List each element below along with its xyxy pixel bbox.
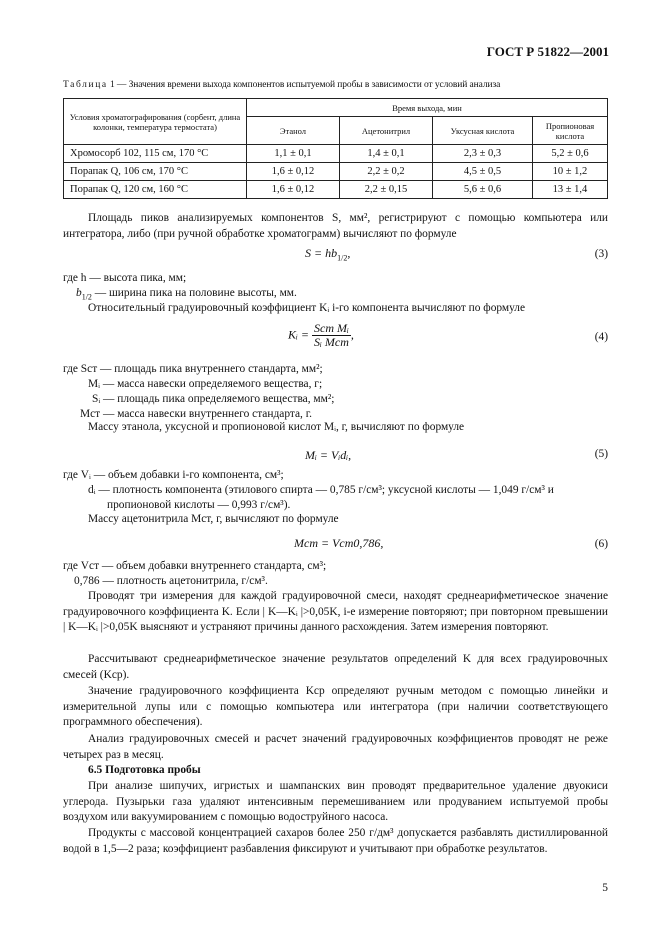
formula-4: Kᵢ = $\frac{\text{Sст Mᵢ}}{\text{Sᵢ Mст}}$ , [288,321,354,349]
col-header-conditions: Условия хроматографирования (сорбент, длина колонки, температура термостата) [64,99,247,145]
formula-4-fraction [312,322,351,349]
section-heading-6-5: 6.5 Подготовка пробы [88,764,201,776]
cell-value: 1,4 ± 0,1 [340,145,433,163]
formula-4-numerator: Sст Mᵢ [314,321,349,335]
where-h: где h — высота пика, мм; [63,272,187,284]
cell-value: 5,2 ± 0,6 [533,145,608,163]
where-b-sub: 1/2 [81,292,92,302]
formula-6: Mст = Vст0,786, [294,536,384,550]
table-row [64,181,608,199]
where-b-symbol: b [76,287,82,299]
where-di-cont: пропионовой кислоты — 0,993 г/см³). [107,499,291,511]
row-condition: Порапак Q, 120 см, 160 °С [64,181,247,199]
paragraph-mass-acetonitrile: Массу ацетонитрила Mст, г, вычисляют по формуле [88,513,339,525]
where-density: 0,786 — плотность ацетонитрила, г/см³. [74,575,268,587]
retention-time-table [63,98,608,199]
equation-number-5: (5) [594,448,608,460]
paragraph-mean-value: Рассчитывают среднеарифметическое значение результатов определений K для всех градуировочных смесей (Kср). [63,653,608,681]
where-b-text: — ширина пика на половине высоты, мм. [91,287,297,299]
table-caption [63,80,608,90]
cell-value: 1,6 ± 0,12 [247,181,340,199]
col-header-time: Время выхода, мин [247,99,608,117]
paragraph-calibration-coef: Относительный градуировочный коэффициент Kᵢ i-го компонента вычисляют по формуле [88,302,526,314]
subcol-acetic-acid: Уксусная кислота [433,117,533,145]
paragraph-kcp-method: Значение градуировочного коэффициента Kср определяют ручным методом с помощью линейки и измерительной лупы или с помощью компьютера или интегратора (при наличии соответствующего программного обеспечения). [63,685,608,728]
formula-4-denominator: Sᵢ Mст [314,335,349,349]
where-vst: где Vст — объем добавки внутреннего стандарта, см³; [63,560,327,572]
where-di: dᵢ — плотность компонента (этилового спирта — 0,785 г/см³; уксусной кислоты — 1,049 г/см³ и [88,484,554,496]
where-si: Sᵢ — площадь пика определяемого вещества, мм²; [92,393,335,405]
cell-value: 2,2 ± 0,2 [340,163,433,181]
table-caption-prefix: Таблица [63,80,108,90]
cell-value: 1,1 ± 0,1 [247,145,340,163]
formula-3-body: S = hb [305,246,338,260]
cell-value: 10 ± 1,2 [533,163,608,181]
where-vi: где Vᵢ — объем добавки i-го компонента, см³; [63,469,284,481]
cell-value: 5,6 ± 0,6 [433,181,533,199]
formula-5: Mᵢ = Vᵢdᵢ, [305,448,352,462]
row-condition: Порапак Q, 106 см, 170 °С [64,163,247,181]
table-row [64,145,608,163]
equation-number-3: (3) [594,248,608,260]
where-mst: Mст — масса навески внутреннего стандарта, г. [80,408,312,420]
formula-3-sub: 1/2 [337,253,348,263]
cell-value: 2,2 ± 0,15 [340,181,433,199]
formula-4-left: Kᵢ = [288,327,309,342]
subcol-acetonitrile: Ацетонитрил [340,117,433,145]
cell-value: 4,5 ± 0,5 [433,163,533,181]
subcol-ethanol: Этанол [247,117,340,145]
table-caption-text: 1 — Значения времени выхода компонентов испытуемой пробы в зависимости от условий анализа [110,80,501,90]
subcol-propionic-acid: Пропионовая кислота [533,117,608,145]
paragraph-peak-area: Площадь пиков анализируемых компонентов S, мм², регистрируют с помощью компьютера или интегратора, либо (при ручной обработке хроматограмм) вычисляют по формуле [63,212,608,240]
equation-number-6: (6) [594,538,608,550]
paragraph-co2-removal: При анализе шипучих, игристых и шампанских вин проводят предварительное удаление двуокиси углерода. Пузырьки газа удаляют интенсивным перемешиванием или продуванием испытуемой пробы воздухом или вакуумированием с помощью водоструйного насоса. [63,780,608,823]
paragraph-analysis-frequency: Анализ градуировочных смесей и расчет значений градуировочных коэффициентов проводят не реже четырех раз в месяц. [63,733,608,761]
table-row [64,163,608,181]
standard-code-header: ГОСТ Р 51822—2001 [486,44,609,59]
page-number: 5 [602,882,608,894]
paragraph-mass-ethanol: Массу этанола, уксусной и пропионовой кислот Mᵢ, г, вычисляют по формуле [88,421,465,433]
where-sst: где Sст — площадь пика внутреннего стандарта, мм²; [63,363,323,375]
cell-value: 1,6 ± 0,12 [247,163,340,181]
equation-number-4: (4) [594,331,608,343]
row-condition: Хромосорб 102, 115 см, 170 °С [64,145,247,163]
cell-value: 13 ± 1,4 [533,181,608,199]
paragraph-dilution: Продукты с массовой концентрацией сахаров более 250 г/дм³ допускается разбавлять дистиллированной водой в 1,5—2 раза; коэффициент разбавления фиксируют и учитывают при обработке результатов. [63,827,608,855]
paragraph-three-measurements: Проводят три измерения для каждой градуировочной смеси, находят среднеарифметическое значение градуировочного коэффициента K. Если | K—Kᵢ |>0,05K, i-е измерение повторяют; при повторном превышении | K—Kᵢ |>0,05K выясняют и устраняют причины данного расхождения. Затем измерения повторяют. [63,590,608,633]
formula-3: $S = hb_{1/2}$, [305,246,351,263]
where-mi: Mᵢ — масса навески определяемого вещества, г; [88,378,323,390]
cell-value: 2,3 ± 0,3 [433,145,533,163]
